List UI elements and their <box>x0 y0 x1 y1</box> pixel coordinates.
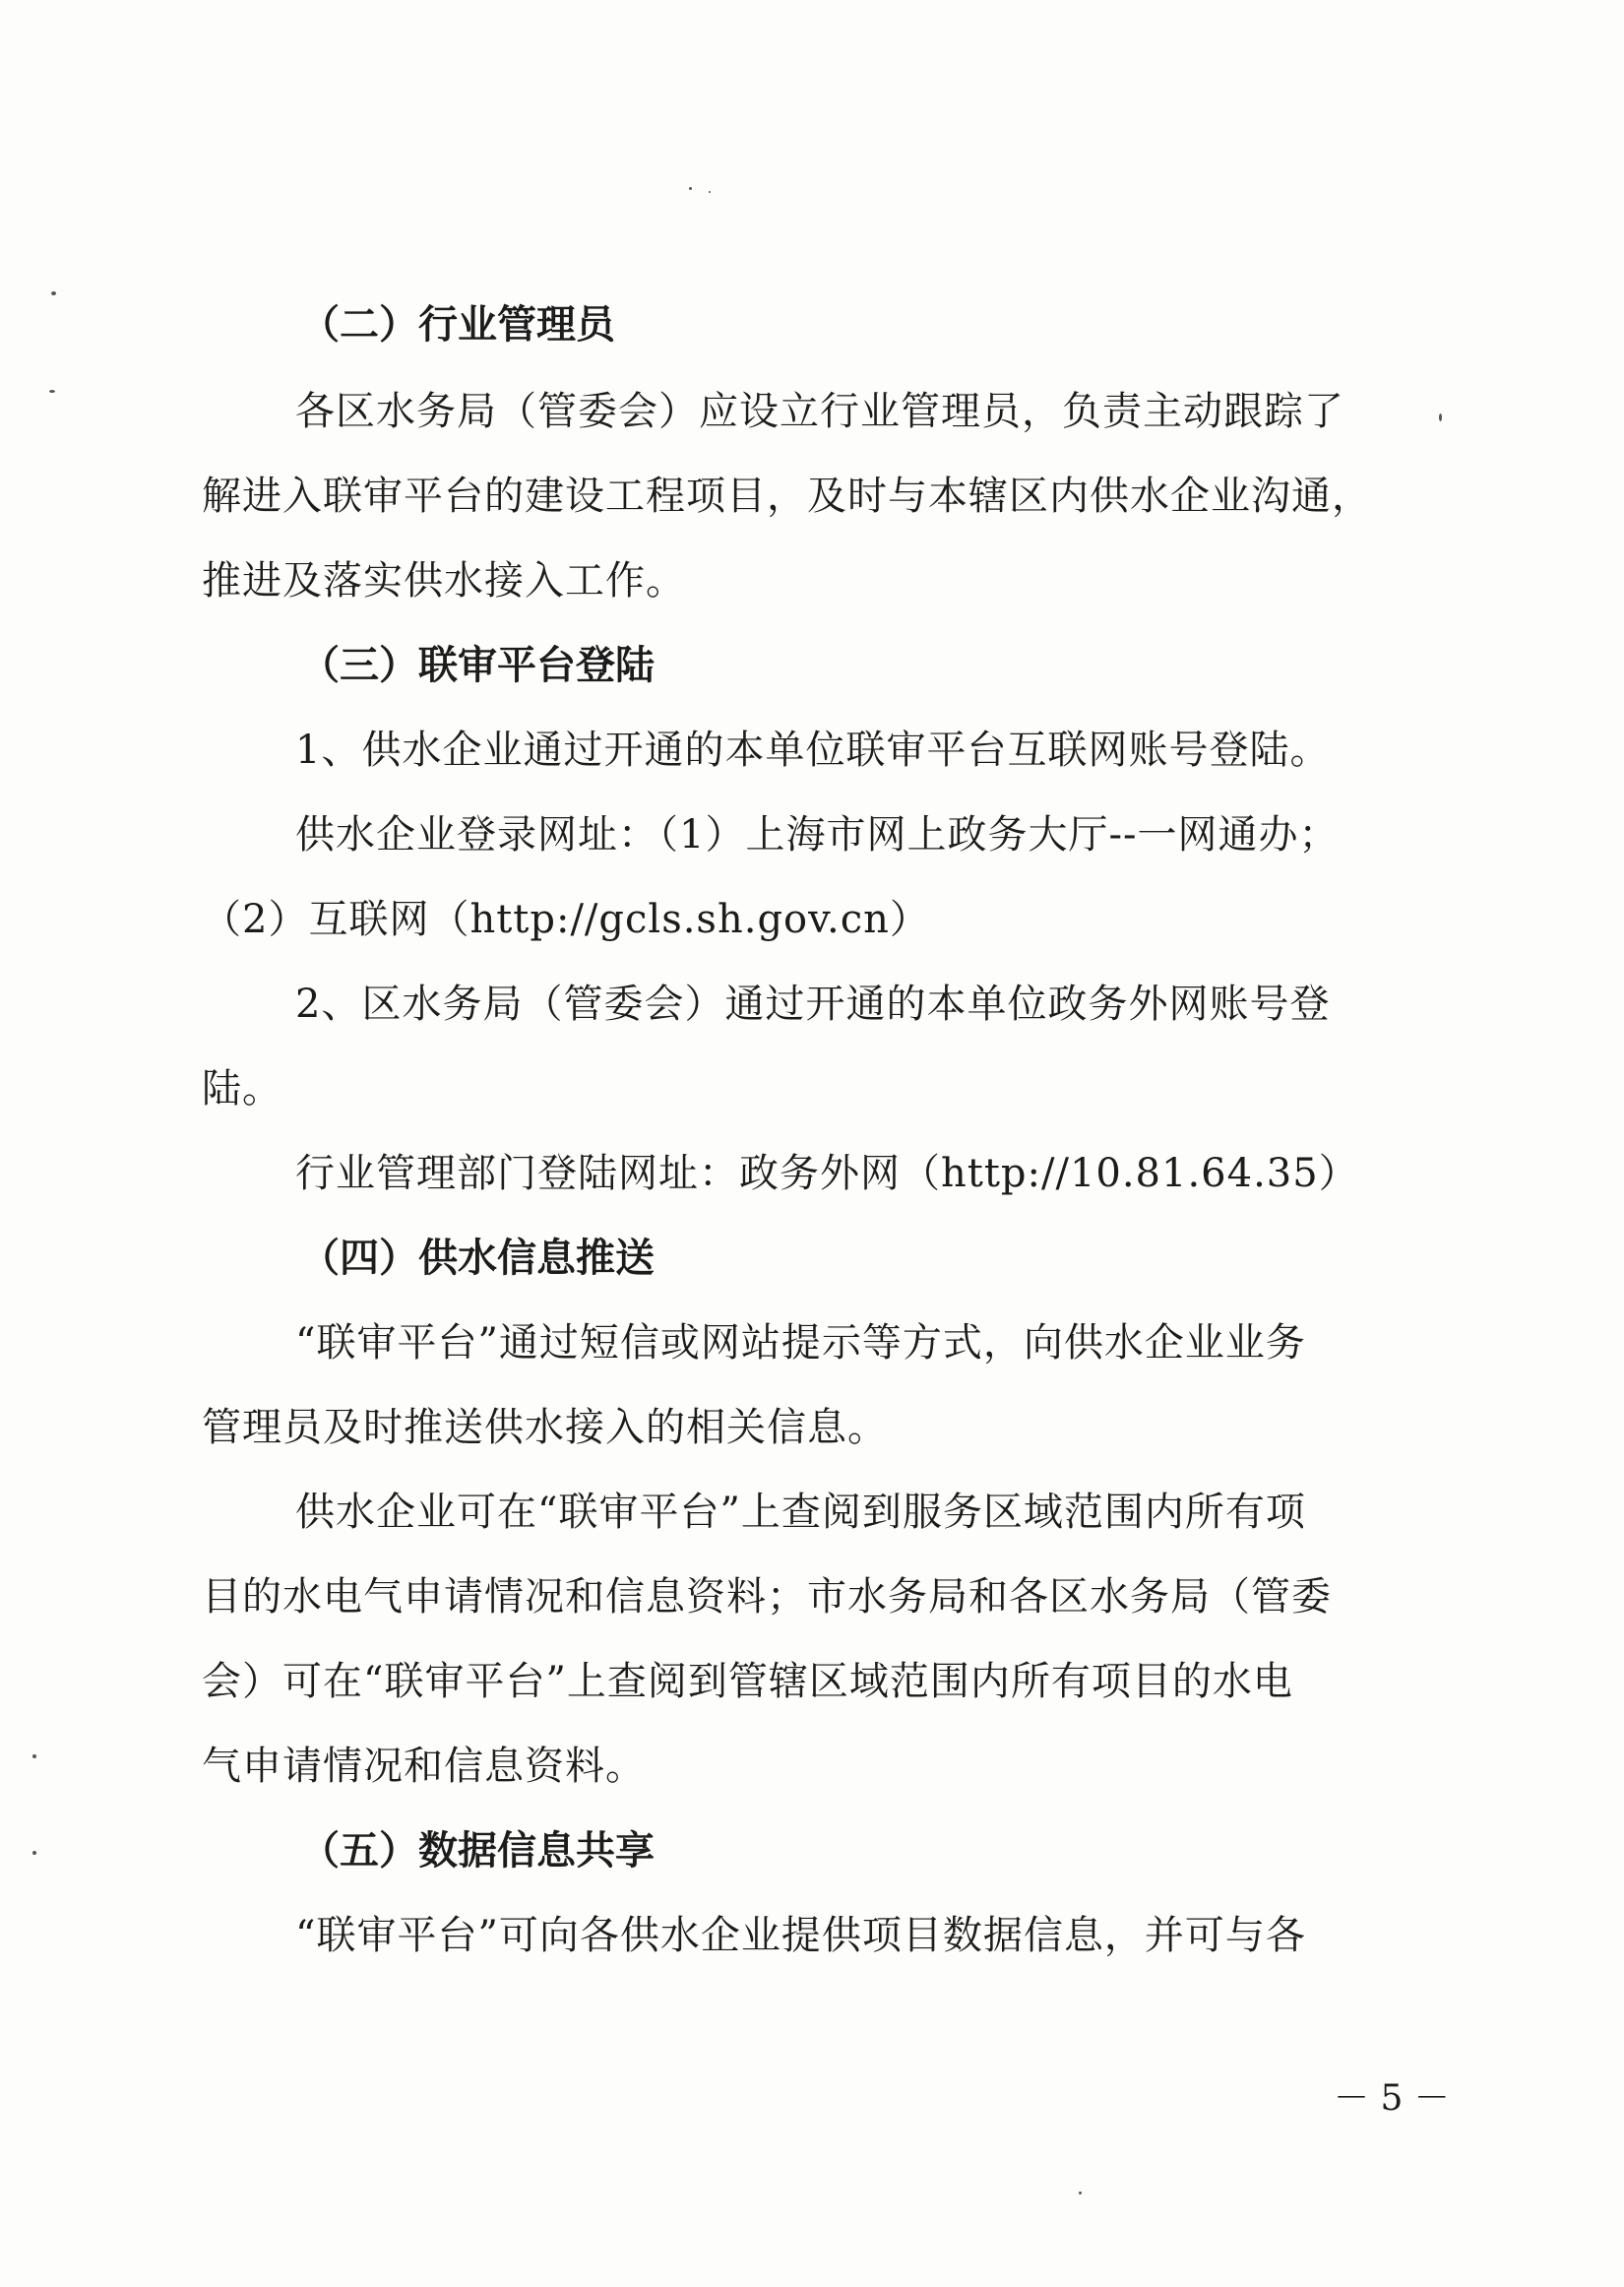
paragraph-line: 气申请情况和信息资料。 <box>202 1744 646 1789</box>
section-heading-4: （四）供水信息推送 <box>300 1236 655 1281</box>
section-heading-3: （三）联审平台登陆 <box>300 643 655 688</box>
paragraph-line: （2）互联网（http://gcls.sh.gov.cn） <box>202 897 930 942</box>
paragraph-line: 会）可在“联审平台”上查阅到管辖区域范围内所有项目的水电 <box>202 1659 1293 1704</box>
paragraph-line: 供水企业登录网址：（1）上海市网上政务大厅--一网通办； <box>295 812 1340 858</box>
paragraph-line: 解进入联审平台的建设工程项目，及时与本辖区内供水企业沟通， <box>202 474 1372 519</box>
paragraph-line: “联审平台”可向各供水企业提供项目数据信息，并可与各 <box>295 1913 1306 1958</box>
paragraph-line: 目的水电气申请情况和信息资料；市水务局和各区水务局（管委 <box>202 1574 1332 1620</box>
section-heading-2: （二）行业管理员 <box>300 302 615 348</box>
paragraph-line: 2、区水务局（管委会）通过开通的本单位政务外网账号登 <box>295 982 1331 1027</box>
paragraph-line: 供水企业可在“联审平台”上查阅到服务区域范围内所有项 <box>295 1490 1306 1535</box>
paragraph-line: 推进及落实供水接入工作。 <box>202 558 686 604</box>
scan-speck <box>1439 413 1442 421</box>
paragraph-line: “联审平台”通过短信或网站提示等方式，向供水企业业务 <box>295 1320 1306 1366</box>
scan-speck <box>32 1754 36 1758</box>
scan-speck <box>709 191 711 193</box>
paragraph-line: 1、供水企业通过开通的本单位联审平台互联网账号登陆。 <box>295 728 1331 773</box>
page-number: － 5 － <box>1334 2078 1450 2119</box>
scan-speck <box>32 1851 36 1855</box>
paragraph-line: 各区水务局（管委会）应设立行业管理员，负责主动跟踪了 <box>295 389 1344 434</box>
scan-speck <box>49 390 55 393</box>
paragraph-line: 行业管理部门登陆网址：政务外网（http://10.81.64.35） <box>295 1151 1359 1196</box>
scan-speck <box>689 187 692 190</box>
section-heading-5: （五）数据信息共享 <box>300 1828 655 1874</box>
paragraph-line: 管理员及时推送供水接入的相关信息。 <box>202 1405 888 1450</box>
scan-speck <box>1079 2192 1082 2194</box>
paragraph-line: 陆。 <box>202 1066 282 1112</box>
scan-speck <box>51 291 56 295</box>
